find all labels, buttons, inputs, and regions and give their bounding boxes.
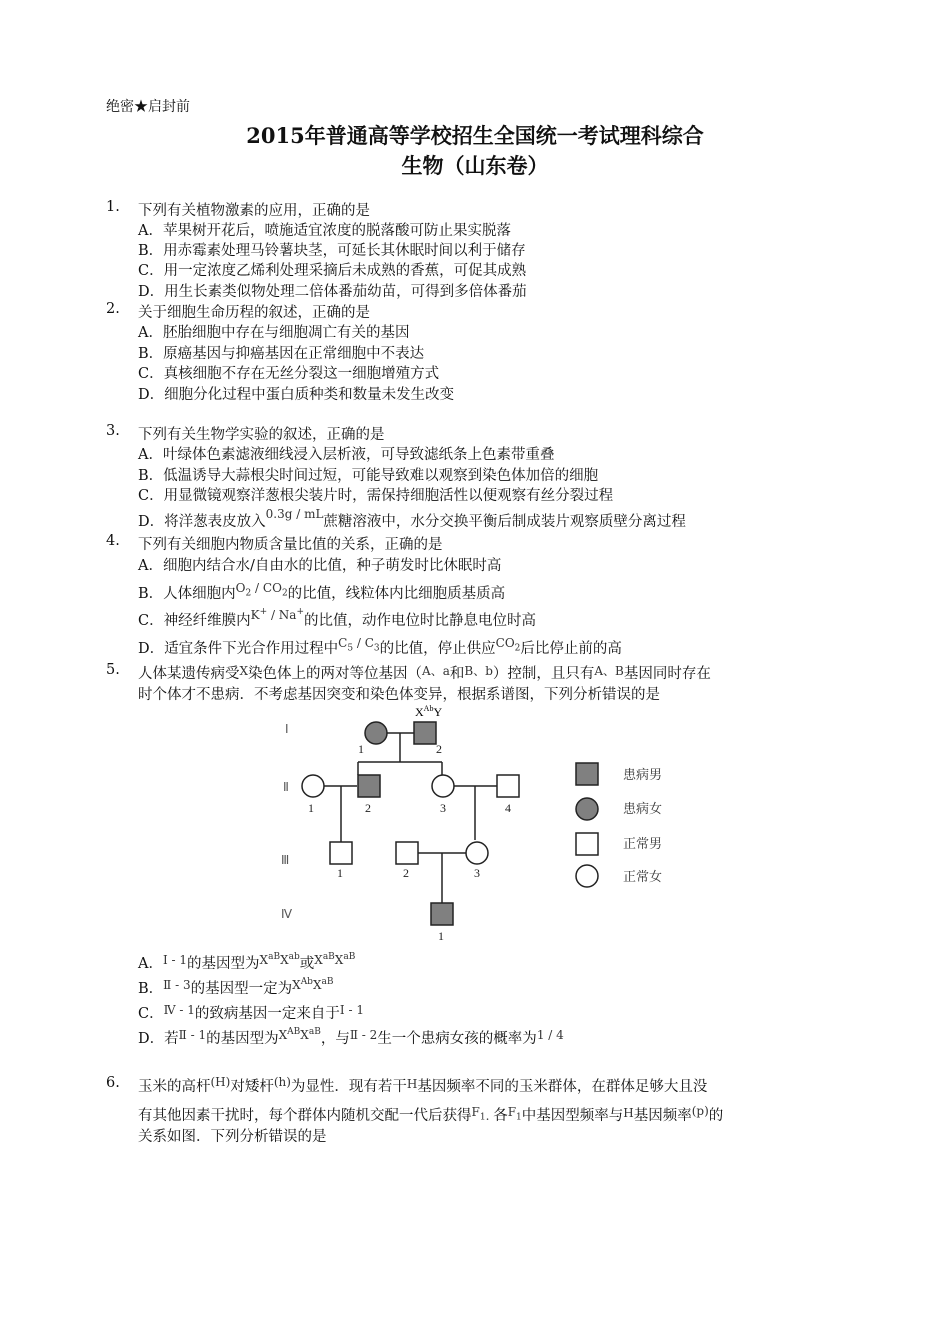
q5-number: 5. xyxy=(106,662,120,678)
q6-line2: 有其他因素干扰时，每个群体内随机交配一代后获得$^{F_1}$. 各$^{F_1}$中基因型频率与$^H$基因频率$^{(p)}$的 xyxy=(138,1104,724,1124)
q3-option-c: C．用显微镜观察洋葱根尖装片时，需保持细胞活性以便观察有丝分裂过程 xyxy=(138,488,614,504)
svg-text:2: 2 xyxy=(436,742,442,756)
q5-option-b: B．$^{Ⅱ - 3}$的基因型一定为$^{X^{Ab}X^{aB}}$ xyxy=(138,977,334,997)
q3-number: 3. xyxy=(106,423,120,439)
gen-label-I: Ⅰ xyxy=(285,722,289,736)
q4-stem: 下列有关细胞内物质含量比值的关系，正确的是 xyxy=(138,537,443,553)
legend-affected-female-symbol xyxy=(576,798,598,820)
svg-text:3: 3 xyxy=(474,866,480,880)
q2-option-c: C．真核细胞不存在无丝分裂这一细胞增殖方式 xyxy=(138,366,440,382)
q4-c-formula: K+ / Na+ xyxy=(250,607,304,622)
q4-option-c xyxy=(138,609,536,630)
q5-option-a: A．$^{Ⅰ - 1}$的基因型为$^{X^{aB}X^{ab}}$或$^{X^{aB}X^{aB}}$ xyxy=(138,952,356,972)
q3-d-post: 蔗糖溶液中，水分交换平衡后制成装片观察质壁分离过程 xyxy=(323,514,686,530)
gen-label-IV: Ⅳ xyxy=(281,907,293,921)
q2-number: 2. xyxy=(106,301,120,317)
q5-option-c: C．$^{Ⅳ - 1}$的致病基因一定来自于$^{Ⅰ - 1}$ xyxy=(138,1003,364,1022)
q4-b-pre: B．人体细胞内 xyxy=(138,586,236,602)
q1-stem: 下列有关植物激素的应用，正确的是 xyxy=(138,203,370,219)
pedigree-III-3-normal-female xyxy=(466,842,488,864)
legend-normal-female: 正常女 xyxy=(623,870,663,885)
legend-normal-male: 正常男 xyxy=(623,837,663,852)
q4-d-co2: CO2 xyxy=(495,636,521,654)
q2-option-b: B．原癌基因与抑癌基因在正常细胞中不表达 xyxy=(138,346,425,362)
legend-normal-female-symbol xyxy=(576,865,598,887)
pedigree-I-2-genotype: $X^{Ab}Y$ xyxy=(415,704,443,719)
svg-text:1: 1 xyxy=(337,866,343,880)
svg-text:3: 3 xyxy=(440,801,446,815)
q3-d-concentration: 0.3g / mL xyxy=(265,507,324,521)
gen-label-II: Ⅱ xyxy=(283,780,289,794)
q1-option-d: D．用生长素类似物处理二倍体番茄幼苗，可得到多倍体番茄 xyxy=(138,284,527,300)
q1-option-c: C．用一定浓度乙烯利处理采摘后未成熟的香蕉，可促其成熟 xyxy=(138,263,527,279)
pedigree-II-1-normal-female xyxy=(302,775,324,797)
q3-option-b: B．低温诱导大蒜根尖时间过短，可能导致难以观察到染色体加倍的细胞 xyxy=(138,468,599,484)
svg-text:1: 1 xyxy=(438,929,444,943)
q4-d-formula: C5 / C3 xyxy=(338,636,380,654)
q4-b-post: 的比值，线粒体内比细胞质基质高 xyxy=(287,586,506,602)
secret-mark: 绝密★启封前 xyxy=(106,99,190,115)
exam-subtitle: 生物（山东卷） xyxy=(401,153,549,178)
gen-label-III: Ⅲ xyxy=(281,853,290,867)
pedigree-III-1-normal-male xyxy=(330,842,352,864)
q2-option-d: D．细胞分化过程中蛋白质种类和数量未发生改变 xyxy=(138,387,455,403)
legend-normal-male-symbol xyxy=(576,833,598,855)
q3-stem: 下列有关生物学实验的叙述，正确的是 xyxy=(138,427,385,443)
svg-text:1: 1 xyxy=(358,742,364,756)
q1-number: 1. xyxy=(106,199,120,215)
q1-option-a: A．苹果树开花后，喷施适宜浓度的脱落酸可防止果实脱落 xyxy=(138,223,511,239)
q4-option-b xyxy=(138,582,505,604)
pedigree-chart xyxy=(270,700,690,950)
q5-stem-line1: 人体某遗传病受$^X$染色体上的两对等位基因（$^{A、a}$和$^{B、b}$）控制，且只有$^{A、B}$基因同时存在 xyxy=(138,664,711,682)
pedigree-III-2-normal-male xyxy=(396,842,418,864)
pedigree-II-2-affected-male xyxy=(358,775,380,797)
q4-option-d xyxy=(138,637,622,659)
q6-line3: 关系如图．下列分析错误的是 xyxy=(138,1129,327,1145)
svg-text:1: 1 xyxy=(308,801,314,815)
legend-affected-female: 患病女 xyxy=(623,802,663,817)
q4-number: 4. xyxy=(106,533,120,549)
q4-d-pre: D．适宜条件下光合作用过程中 xyxy=(138,641,339,657)
svg-text:2: 2 xyxy=(403,866,409,880)
svg-text:2: 2 xyxy=(365,801,371,815)
legend-affected-male: 患病男 xyxy=(623,768,663,783)
q6-number: 6. xyxy=(106,1075,120,1091)
q5-option-d: D．若$^{Ⅱ - 1}$的基因型为$^{X^{AB}X^{aB}}$，与$^{Ⅱ - 2}$生一个患病女孩的概率为$^{1 / 4}$ xyxy=(138,1027,564,1047)
q6-line1: 玉米的高杆$^{(H)}$对矮杆$^{(h)}$为显性．现有若干$^H$基因频率不同的玉米群体，在群体足够大且没 xyxy=(138,1075,708,1095)
q4-c-pre: C．神经纤维膜内 xyxy=(138,613,251,629)
q3-d-pre: D．将洋葱表皮放入 xyxy=(138,514,266,530)
q4-option-a: A．细胞内结合水/自由水的比值，种子萌发时比休眠时高 xyxy=(138,558,502,574)
pedigree-II-4-normal-male xyxy=(497,775,519,797)
pedigree-II-3-normal-female xyxy=(432,775,454,797)
q2-stem: 关于细胞生命历程的叙述，正确的是 xyxy=(138,305,370,321)
legend-affected-male-symbol xyxy=(576,763,598,785)
q4-b-formula: O2 / CO2 xyxy=(235,581,288,599)
pedigree-I-2-affected-male xyxy=(414,722,436,744)
q2-option-a: A．胚胎细胞中存在与细胞凋亡有关的基因 xyxy=(138,325,410,341)
q5-stem-line2: 时个体才不患病．不考虑基因突变和染色体变异，根据系谱图，下列分析错误的是 xyxy=(138,687,660,703)
q4-d-post: 后比停止前的高 xyxy=(520,641,622,657)
q4-d-mid: 的比值，停止供应 xyxy=(379,641,496,657)
q3-option-d xyxy=(138,507,686,531)
q3-option-a: A．叶绿体色素滤液细线浸入层析液，可导致滤纸条上色素带重叠 xyxy=(138,447,555,463)
svg-text:4: 4 xyxy=(505,801,511,815)
q1-option-b: B．用赤霉素处理马铃薯块茎，可延长其休眠时间以利于储存 xyxy=(138,243,526,259)
q4-c-post: 的比值，动作电位时比静息电位时高 xyxy=(304,613,536,629)
pedigree-IV-1-affected-male xyxy=(431,903,453,925)
pedigree-I-1-affected-female xyxy=(365,722,387,744)
exam-title: 2015年普通高等学校招生全国统一考试理科综合 xyxy=(246,123,704,148)
